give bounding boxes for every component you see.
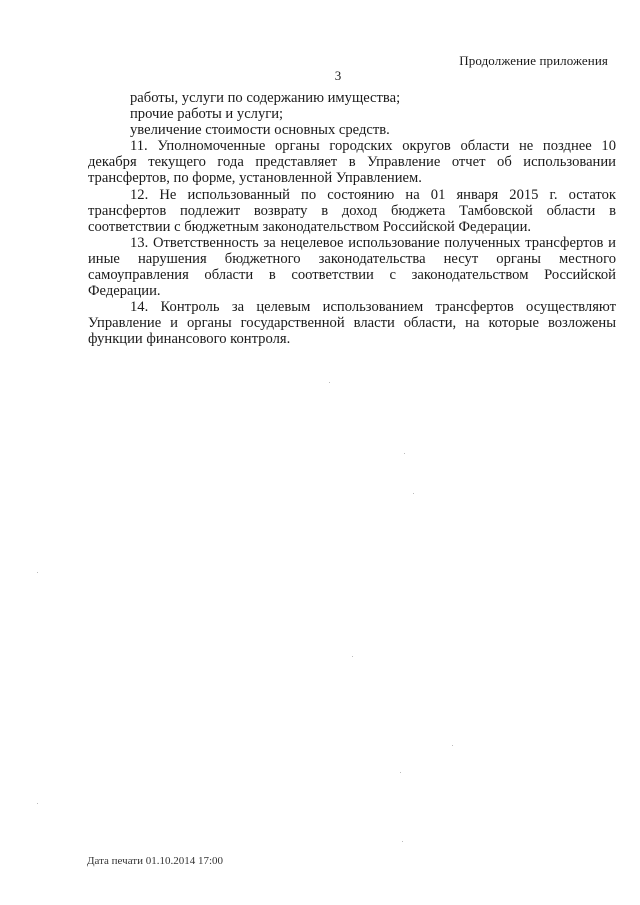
list-item: прочие работы и услуги; xyxy=(130,106,284,123)
scan-speck xyxy=(452,745,453,746)
scan-speck xyxy=(404,453,405,454)
scan-speck xyxy=(400,772,401,773)
list-item: работы, услуги по содержанию имущества; xyxy=(130,90,401,106)
paragraph-13: 13. Ответственность за нецелевое использование полученных трансфертов и иные нарушения бюджетного законодательства несут органы местного самоуправления области в соответствии с законодательством Российской Федерации. xyxy=(88,234,616,300)
list-item: увеличение стоимости основных средств. xyxy=(130,122,390,139)
page-number: 3 xyxy=(334,68,342,83)
document-body xyxy=(88,90,616,348)
paragraph-12: 12. Не использованный по состоянию на 01 января 2015 г. остаток трансфертов подлежит возврату в доход бюджета Тамбовской области в соответствии с бюджетным законодательством Российской Федерации. xyxy=(88,186,616,235)
page-header-continuation: Продолжение приложения xyxy=(459,53,608,68)
print-date-footer: Дата печати 01.10.2014 17:00 xyxy=(87,855,224,867)
paragraph-11: 11. Уполномоченные органы городских округов области не позднее 10 декабря текущего года представляет в Управление отчет об использовании трансфертов, по форме, установленной Управлением. xyxy=(88,138,616,187)
scan-speck xyxy=(37,803,38,804)
scan-speck xyxy=(37,572,38,573)
scan-speck xyxy=(329,382,330,383)
scan-speck xyxy=(352,656,353,657)
scan-speck xyxy=(413,493,414,494)
scan-speck xyxy=(402,841,403,842)
paragraph-14: 14. Контроль за целевым использованием трансфертов осуществляют Управление и органы государственной власти области, на которые возложены функции финансового контроля. xyxy=(88,299,616,348)
